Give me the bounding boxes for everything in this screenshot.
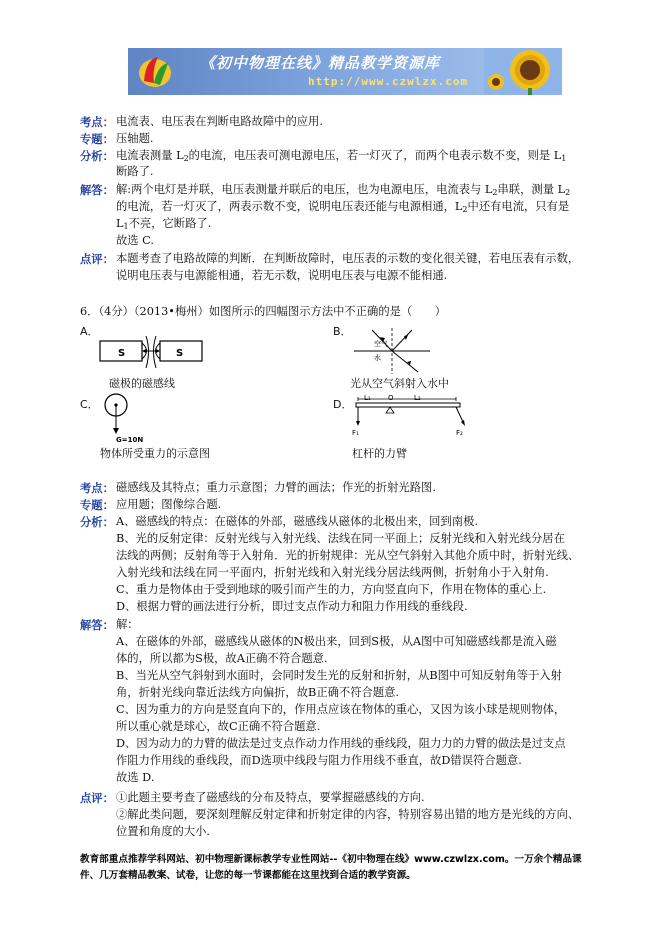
kaodian-label: 考点： — [80, 481, 114, 495]
o-label: O — [388, 394, 394, 402]
footer-line: 件、几万套精品教案、试卷，让您的每一节课都能在这里找到合适的教学资源。 — [80, 870, 416, 881]
option-b-caption: 光从空气斜射入水中 — [350, 377, 449, 390]
q5-fenxi-line: 电流表测量 $L_2$的电流，电压表可测电源电压，若一灯灭了，而两个电表示数不变，则是 $L_1$ — [116, 149, 567, 163]
option-d-caption: 杠杆的力臂 — [352, 447, 407, 460]
gravity-label: G=10N — [116, 436, 144, 444]
option-c-caption: 物体所受重力的示意图 — [100, 447, 210, 460]
q5-dianping-line: 本题考查了电路故障的判断．在判断故障时，电压表的示数的变化很关键，若电压表有示数， — [116, 252, 580, 265]
q6-jieda-line: B、当光从空气斜射到水面时，会同时发生光的反射和折射，从B图中可知反射角等于入射 — [116, 669, 562, 682]
f2-label: F₂ — [456, 429, 463, 437]
magnet-field-figure — [96, 334, 206, 370]
option-a-letter: A． — [80, 325, 99, 338]
fenxi-label: 分析： — [80, 515, 114, 529]
q6-jieda-line: 角，折射光线向靠近法线方向偏折，故B正确不符合题意. — [116, 686, 400, 699]
q6-fenxi-line: 法线的两侧；反射角等于入射角．光的折射规律：光从空气斜射入其他介质中时，折射光线、 — [116, 549, 580, 562]
site-logo-icon — [134, 51, 174, 91]
option-b-letter: B． — [333, 325, 352, 338]
water-label: 水 — [374, 354, 381, 362]
zhuanti-label: 专题： — [80, 498, 114, 512]
banner-title: 《初中物理在线》精品教学资源库 — [200, 54, 441, 72]
q6-jieda-line: 故选 D. — [116, 771, 155, 784]
magnet-pole-label: S — [118, 348, 126, 359]
q6-zhuanti: 应用题；图像综合题. — [116, 498, 222, 511]
q6-fenxi-line: A、磁感线的特点：在磁体的外部，磁感线从磁体的北极出来，回到南极. — [116, 515, 478, 528]
jieda-label: 解答： — [80, 618, 114, 632]
q5-dianping-line: 说明电压表与电源能相通，若无示数，说明电压表与电源不能相通. — [116, 269, 448, 282]
sunflower-icon — [484, 48, 562, 95]
l1-label: L₁ — [364, 394, 371, 402]
q5-zhuanti: 压轴题. — [116, 132, 154, 145]
q6-jieda-line: D、因为动力的力臂的做法是过支点作动力作用线的垂线段，阻力力的力臂的做法是过支点 — [116, 737, 566, 750]
q5-fenxi-line: 断路了. — [116, 165, 154, 178]
footer-line: 教育部重点推荐学科网站、初中物理新课标教学专业性网站--《初中物理在线》www.czwlzx.com。一万余个精品课 — [80, 854, 582, 865]
q6-dianping-line: 位置和角度的大小. — [116, 825, 210, 838]
gravity-figure — [96, 392, 156, 444]
q5-kaodian: 电流表、电压表在判断电路故障中的应用. — [116, 115, 323, 128]
zhuanti-label: 专题： — [80, 132, 114, 146]
q6-kaodian: 磁感线及其特点；重力示意图；力臂的画法；作光的折射光路图. — [116, 481, 436, 494]
q6-jieda-line: C、因为重力的方向是竖直向下的，作用点应该在物体的重心，又因为该小球是规则物体， — [116, 703, 566, 716]
q6-dianping-line: ②解此类问题，要深刻理解反射定律和折射定律的内容，特别容易出错的地方是光线的方向、 — [116, 808, 580, 821]
q6-fenxi-line: D、根据力臂的画法进行分析，即过支点作动力和阻力作用线的垂线段. — [116, 600, 468, 613]
air-label: 空气 — [374, 340, 388, 348]
q6-jieda-line: 作阻力作用线的垂线段，而D选项中线段与阻力作用线不垂直，故D错误符合题意. — [116, 754, 522, 767]
dianping-label: 点评： — [80, 791, 114, 805]
q6-jieda-line: 体的，所以都为S极，故A正确不符合题意. — [116, 652, 328, 665]
dianping-label: 点评： — [80, 252, 114, 266]
lever-arm-figure — [348, 390, 468, 442]
option-c-letter: C． — [80, 398, 99, 411]
q6-jieda-line: 解： — [116, 618, 139, 631]
q5-jieda-line: 故选 C. — [116, 234, 155, 247]
q5-jieda-line: 解:两个电灯是并联，电压表测量并联后的电压，也为电源电压，电流表与 $L_2$串联，测量 $L_2$ — [116, 183, 571, 197]
option-a-caption: 磁极的磁感线 — [109, 377, 175, 390]
jieda-label: 解答： — [80, 183, 114, 197]
q6-fenxi-line: B、光的反射定律：反射光线与入射光线、法线在同一平面上；反射光线和入射光线分居在 — [116, 532, 565, 545]
site-banner[interactable] — [128, 48, 562, 95]
page-footer — [80, 852, 590, 884]
banner-url[interactable]: http://www.czwlzx.com — [308, 75, 469, 88]
q5-jieda-line: 的电流，若一灯灭了，两表示数不变，说明电压表还能与电源相通，$L_2$中还有电流，只有是 — [116, 200, 570, 214]
q6-stem: 6．（4分）（2013•梅州）如图所示的四幅图示方法中不正确的是（ ） — [80, 305, 447, 318]
q6-jieda-line: 所以重心就是球心，故C正确不符合题意. — [116, 720, 321, 733]
kaodian-label: 考点： — [80, 115, 114, 129]
magnet-pole-label: S — [176, 348, 184, 359]
fenxi-label: 分析： — [80, 149, 114, 163]
q6-fenxi-line: 入射光线和法线在同一平面内，折射光线和入射光线分居法线两侧，折射角小于入射角. — [116, 566, 549, 579]
light-refraction-figure — [352, 326, 432, 376]
q6-jieda-line: A、在磁体的外部，磁感线从磁体的N极出来，回到S极，从A图中可知磁感线都是流入磁 — [116, 635, 557, 648]
l2-label: L₂ — [414, 394, 421, 402]
q6-fenxi-line: C、重力是物体由于受到地球的吸引而产生的力，方向竖直向下，作用在物体的重心上. — [116, 583, 547, 596]
q6-dianping-line: ①此题主要考查了磁感线的分布及特点，要掌握磁感线的方向. — [116, 791, 425, 804]
f1-label: F₁ — [352, 429, 359, 437]
option-d-letter: D． — [333, 398, 353, 411]
q5-jieda-line: $L_1$不亮，它断路了. — [116, 217, 212, 231]
